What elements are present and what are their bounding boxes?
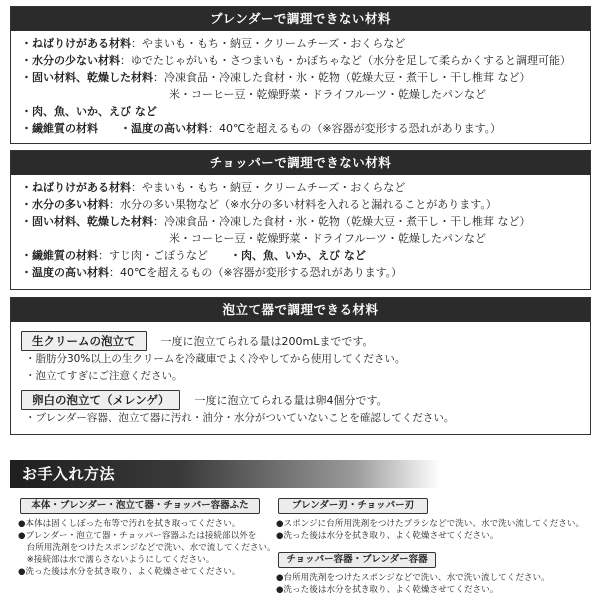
row-text: 米・コーヒー豆・乾燥野菜・ドライフルーツ・乾燥したパンなど: [169, 232, 487, 245]
blender-row: [21, 69, 580, 86]
cream-text: 一度に泡立てられる量は200mLまでです。: [160, 335, 374, 348]
cream-note: ・泡立てすぎにご注意ください。: [25, 370, 183, 382]
row-text: ：やまいも・もち・納豆・クリームチーズ・おくらなど: [131, 181, 406, 194]
care-title: お手入れ方法: [10, 460, 440, 488]
chopper-row: [21, 247, 580, 264]
egg-row: [21, 390, 580, 410]
chopper-unsuitable-box: [10, 150, 591, 290]
row-label: ・水分の少ない材料: [21, 54, 120, 67]
row-label: ・繊維質の材料: [21, 249, 98, 262]
row-text: ：やまいも・もち・納豆・クリームチーズ・おくらなど: [131, 37, 406, 50]
chopper-row: [21, 179, 580, 196]
cream-note: ・脂肪分30%以上の生クリームを冷蔵庫でよく冷やしてから使用してください。: [25, 353, 406, 365]
row-text: ：水分の多い果物など（※水分の多い材料を入れると漏れることがあります。）: [109, 198, 497, 211]
care-list-containers: [276, 572, 592, 596]
row-text-2: ：40℃を超えるもの（※容器が変形する恐れがあります。）: [208, 122, 502, 135]
row-label: ・水分の多い材料: [21, 198, 109, 211]
cream-pill: 生クリームの泡立て: [21, 331, 147, 351]
list-item: ●スポンジに台所用洗剤をつけたブラシなどで洗い、水で洗い流してください。: [276, 519, 585, 529]
chopper-row: [21, 213, 580, 230]
list-item: 台所用洗剤をつけたスポンジなどで洗い、水で流してください。: [18, 543, 276, 553]
blender-row: [21, 35, 580, 52]
list-item: ●ブレンダー・泡立て器・チョッパー容器ふたは接続部以外を: [18, 531, 257, 541]
blender-row: [21, 52, 580, 69]
row-label: ・繊維質の材料: [21, 122, 98, 135]
row-label: ・ねばりけがある材料: [21, 181, 131, 194]
blender-row: [21, 86, 580, 103]
row-text: ：すじ肉・ごぼうなど: [98, 249, 208, 262]
list-item: ●本体は固くしぼった布等で汚れを拭き取ってください。: [18, 519, 241, 529]
blender-box-title: ブレンダーで調理できない材料: [11, 7, 590, 31]
blender-unsuitable-box: [10, 6, 591, 144]
list-item: ●洗った後は水分を拭き取り、よく乾燥させてください。: [18, 567, 241, 577]
row-label-2: ・温度の高い材料: [120, 122, 208, 135]
chopper-row: [21, 196, 580, 213]
row-text: ：冷凍食品・冷凍した食材・氷・乾物（乾燥大豆・煮干し・干し椎茸 など）: [153, 71, 531, 84]
care-tag-containers: チョッパー容器・ブレンダー容器: [278, 552, 436, 568]
egg-note: ・ブレンダー容器、泡立て器に汚れ・油分・水分がついていないことを確認してください。: [25, 412, 455, 424]
row-label-2: ・肉、魚、いか、えび など: [230, 249, 366, 262]
cream-row: [21, 331, 580, 351]
row-label: ・温度の高い材料: [21, 266, 109, 279]
row-label: ・肉、魚、いか、えび など: [21, 105, 157, 118]
list-item: ●洗った後は水分を拭き取り、よく乾燥させてください。: [276, 585, 499, 595]
care-tag-blades: ブレンダー刃・チョッパー刃: [278, 498, 428, 514]
care-list-blades: [276, 518, 592, 542]
list-item: ●洗った後は水分を拭き取り、よく乾燥させてください。: [276, 531, 499, 541]
whisk-suitable-box: [10, 297, 591, 435]
care-tag-body: 本体・ブレンダー・泡立て器・チョッパー容器ふた: [20, 498, 260, 514]
blender-row: [21, 120, 580, 137]
list-item: ※接続部は水で濡らさないようにしてください。: [18, 555, 215, 565]
chopper-row: [21, 230, 580, 247]
whisk-box-title: 泡立て器で調理できる材料: [11, 298, 590, 322]
row-text: 米・コーヒー豆・乾燥野菜・ドライフルーツ・乾燥したパンなど: [169, 88, 487, 101]
row-text: ：ゆでたじゃがいも・さつまいも・かぼちゃなど（水分を足して柔らかくすると調理可能）: [120, 54, 571, 67]
blender-row: [21, 103, 580, 120]
chopper-row: [21, 264, 580, 281]
row-label: ・固い材料、乾燥した材料: [21, 215, 153, 228]
egg-pill: 卵白の泡立て（メレンゲ）: [21, 390, 180, 410]
care-list-body: [18, 518, 276, 578]
row-text: ：40℃を超えるもの（※容器が変形する恐れがあります。）: [109, 266, 403, 279]
row-label: ・固い材料、乾燥した材料: [21, 71, 153, 84]
row-label: ・ねばりけがある材料: [21, 37, 131, 50]
egg-text: 一度に泡立てられる量は卵4個分です。: [194, 394, 388, 407]
list-item: ●台所用洗剤をつけたスポンジなどで洗い、水で洗い流してください。: [276, 573, 550, 583]
chopper-box-title: チョッパーで調理できない材料: [11, 151, 590, 175]
row-text: ：冷凍食品・冷凍した食材・氷・乾物（乾燥大豆・煮干し・干し椎茸 など）: [153, 215, 531, 228]
